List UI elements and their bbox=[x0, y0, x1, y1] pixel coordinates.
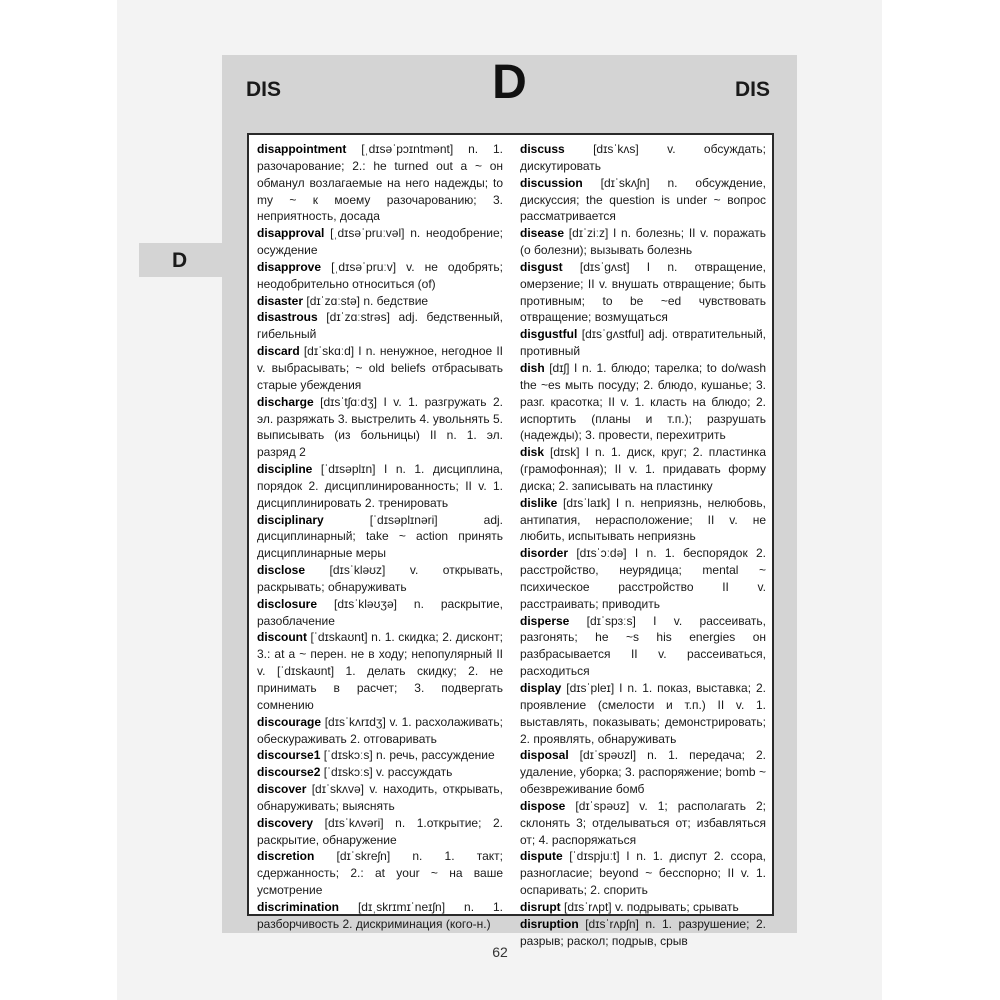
dictionary-entry bbox=[257, 781, 503, 815]
headword: disruption bbox=[520, 916, 579, 931]
entry-definition: [dɪsˈlaɪk] I n. неприязнь, нелюбовь, антипатия, нерасположение; II v. не любить, испытывать неприязнь bbox=[520, 495, 766, 544]
dictionary-entry bbox=[257, 562, 503, 596]
headword: dislike bbox=[520, 495, 558, 510]
headword: dispose bbox=[520, 798, 566, 813]
headword: disapproval bbox=[257, 226, 325, 241]
entry-definition: [dɪˈspəʊzl] n. 1. передача; 2. удаление, уборка; 3. распоряжение; bomb ~ обезвреживание бомб bbox=[520, 748, 766, 797]
headword: discount bbox=[257, 630, 307, 645]
headword: discovery bbox=[257, 815, 314, 830]
dictionary-entry bbox=[520, 326, 766, 360]
entry-definition: [dɪsˈkʌrɪdʒ] v. 1. расхолаживать; обескураживать 2. отговаривать bbox=[257, 714, 503, 746]
headword: disposal bbox=[520, 748, 569, 763]
entry-definition: [dɪsˈgʌstful] adj. отвратительный, противный bbox=[520, 327, 766, 359]
right-guide-word: DIS bbox=[734, 78, 770, 101]
side-letter: D bbox=[172, 249, 188, 272]
dictionary-entry bbox=[257, 764, 503, 781]
headword: disappointment bbox=[257, 142, 347, 156]
headword: disorder bbox=[520, 546, 569, 561]
entry-definition: [dɪˈskɑːd] I n. ненужное, негодное II v. выбрасывать; ~ old beliefs отбрасывать старые убеждения bbox=[257, 344, 503, 392]
headword: discipline bbox=[257, 462, 313, 477]
headword: dispute bbox=[520, 849, 563, 864]
headword: disastrous bbox=[257, 310, 318, 325]
headword: disclose bbox=[257, 563, 306, 578]
dictionary-entry bbox=[257, 747, 503, 764]
dictionary-entry bbox=[520, 747, 766, 798]
headword: display bbox=[520, 681, 562, 695]
entry-definition: [dɪsˈɔːdə] I n. 1. беспорядок 2. расстройство, неурядица; mental ~ психическое расстройство II v. расстраивать; приводить bbox=[520, 546, 766, 611]
entry-definition: [ˈdɪsəplɪn] I n. 1. дисциплина, порядок 2. дисциплинированность; II v. 1. дисциплинировать 2. тренировать bbox=[257, 462, 503, 510]
dictionary-panel bbox=[222, 55, 797, 948]
headword: dish bbox=[520, 360, 545, 375]
headword: discrimination bbox=[257, 899, 340, 914]
headword: disaster bbox=[257, 293, 304, 308]
entry-definition: [dɪsk] I n. 1. диск, круг; 2. пластинка (грамофонная); II v. 1. придавать форму диска; 2. записывать на пластинку bbox=[520, 445, 766, 493]
dictionary-entry bbox=[257, 343, 503, 394]
entry-definition: [ˈdɪspjuːt] I n. 1. диспут 2. ссора, разногласие; beyond ~ бесспорно; II v. 1. оспаривать; 2. спорить bbox=[520, 849, 766, 898]
dictionary-entry bbox=[520, 613, 766, 680]
entry-definition: [dɪsˈkləʊz] v. открывать, раскрывать; обнаруживать bbox=[257, 563, 503, 594]
headword: disgustful bbox=[520, 327, 578, 342]
page-header bbox=[222, 55, 797, 109]
headword: discussion bbox=[520, 175, 583, 190]
entry-definition: [ˈdɪskɔːs] v. рассуждать bbox=[320, 765, 453, 780]
page-number: 62 bbox=[492, 944, 508, 960]
headword: disapprove bbox=[257, 259, 322, 274]
headword: disclosure bbox=[257, 596, 318, 611]
dictionary-entry bbox=[257, 293, 503, 310]
entry-definition: [dɪsˈrʌpʃn] n. 1. разрушение; 2. разрыв; раскол; подрыв, срыв bbox=[520, 916, 766, 948]
dictionary-entry bbox=[520, 175, 766, 226]
entry-definition: [dɪˈziːz] I n. болезнь; II v. поражать (о болезни); вызывать болезнь bbox=[520, 226, 766, 258]
entry-definition: [ˌdɪsəˈpruːvəl] n. неодобрение; осуждение bbox=[257, 226, 503, 258]
dictionary-entry bbox=[520, 848, 766, 899]
entry-definition: [dɪˈzɑːstə] n. бедствие bbox=[303, 293, 429, 308]
dictionary-entry bbox=[520, 360, 766, 444]
dictionary-entry bbox=[257, 714, 503, 748]
entry-definition: [dɪˈskreʃn] n. 1. такт; сдержанность; 2.: at your ~ на ваше усмотрение bbox=[257, 849, 503, 898]
headword: discard bbox=[257, 344, 300, 359]
entry-definition: [dɪˈspəʊz] v. 1; располагать 2; склонять 3; отделываться от; избавляться от; 4. распоряжаться bbox=[520, 798, 766, 847]
dictionary-entry bbox=[520, 259, 766, 326]
dictionary-entry bbox=[257, 259, 503, 293]
headword: disk bbox=[520, 445, 545, 460]
entry-definition: [dɪsˈkʌs] v. обсуждать; дискутировать bbox=[520, 142, 766, 173]
dictionary-entry bbox=[257, 815, 503, 849]
dictionary-entry bbox=[520, 798, 766, 849]
dictionary-entry bbox=[520, 495, 766, 546]
dictionary-entry bbox=[520, 680, 766, 747]
headword: discourage bbox=[257, 714, 322, 729]
dictionary-entry bbox=[520, 545, 766, 612]
dictionary-entry bbox=[257, 309, 503, 343]
dictionary-entry bbox=[257, 629, 503, 713]
left-column bbox=[257, 141, 503, 933]
headword: disrupt bbox=[520, 899, 561, 914]
entry-definition: [ˌdɪsəˈpruːv] v. не одобрять; неодобрительно относиться (of) bbox=[257, 259, 503, 291]
dictionary-entry bbox=[520, 141, 766, 175]
entry-definition: [dɪˈspɜːs] I v. рассеивать, разгонять; he ~s his energies он разбрасывается II v. рассеиваться, расходиться bbox=[520, 613, 766, 679]
headword: discharge bbox=[257, 394, 314, 409]
headword: disperse bbox=[520, 613, 570, 628]
dictionary-entry bbox=[257, 225, 503, 259]
entry-definition: [dɪsˈkʌvəri] n. 1.открытие; 2. раскрытие, обнаружение bbox=[257, 815, 503, 847]
dictionary-entry bbox=[257, 141, 503, 225]
right-column bbox=[520, 141, 766, 950]
entry-definition: [dɪsˈkləʊʒə] n. раскрытие, разоблачение bbox=[257, 596, 503, 628]
headword: discuss bbox=[520, 142, 565, 156]
dictionary-entry bbox=[257, 394, 503, 461]
entry-definition: [ˌdɪsəˈpɔɪntmənt] n. 1. разочарование; 2.: he turned out a ~ он обманул возлагаемые на него надежды; to my ~ к моему разочарованию; 3. неприятность, досада bbox=[257, 142, 503, 224]
entry-definition: [dɪsˈpleɪ] I n. 1. показ, выставка; 2. проявление (смелости и т.п.) II v. 1. выставлять, показывать; демонстрировать; 2. проявлять, обнаруживать bbox=[520, 681, 766, 746]
dictionary-entry bbox=[257, 899, 503, 933]
headword: disgust bbox=[520, 259, 563, 274]
entry-definition: [ˈdɪskɔːs] n. речь, рассуждение bbox=[320, 748, 495, 763]
section-letter: D bbox=[492, 56, 527, 109]
entry-definition: [dɪˌskrɪmɪˈneɪʃn] n. 1. разборчивость 2. дискриминация (кого-н.) bbox=[257, 899, 503, 931]
headword: disciplinary bbox=[257, 512, 324, 527]
entry-definition: [dɪsˈrʌpt] v. подрывать; срывать bbox=[560, 899, 739, 914]
entries-box bbox=[247, 133, 774, 948]
entry-definition: [dɪʃ] I n. 1. блюдо; тарелка; to do/wash the ~es мыть посуду; 2. блюдо, кушанье; 3. разг. красотка; II v. 1. класть на блюдо; 2. испортить (планы и т.п.); разрушать (надежды); 3. провести, перехитрить bbox=[520, 360, 766, 443]
dictionary-entry bbox=[257, 461, 503, 512]
headword: discourse1 bbox=[257, 748, 321, 763]
dictionary-entry bbox=[257, 596, 503, 630]
dictionary-entry bbox=[257, 512, 503, 563]
left-guide-word: DIS bbox=[246, 78, 282, 101]
headword: discretion bbox=[257, 849, 315, 864]
entry-definition: [ˈdɪskaʊnt] n. 1. скидка; 2. дисконт; 3.: at a ~ перен. не в ходу; непопулярный II v. [ˈdɪskaʊnt] 1. делать скидку; 2. не принимать в расчет; 3. подвергать сомнению bbox=[257, 630, 503, 712]
side-letter-tab bbox=[139, 243, 222, 277]
entry-definition: [ˈdɪsəplɪnəri] adj. дисциплинарный; take ~ action принять дисциплинарные меры bbox=[257, 512, 503, 561]
headword: discover bbox=[257, 782, 307, 797]
dictionary-entry bbox=[257, 848, 503, 899]
entry-definition: [dɪˈskʌvə] v. находить, открывать, обнаруживать; выяснять bbox=[257, 782, 503, 813]
entry-definition: [dɪsˈgʌst] I n. отвращение, омерзение; II v. внушать отвращение; быть противным; to be ~ed чувствовать отвращение; возмущаться bbox=[520, 259, 766, 325]
entry-definition: [dɪˈskʌʃn] n. обсуждение, дискуссия; the question is under ~ вопрос рассматривается bbox=[520, 175, 766, 224]
dictionary-entry bbox=[520, 899, 766, 916]
entry-definition: [dɪsˈtʃɑːdʒ] I v. 1. разгружать 2. эл. разряжать 3. выстрелить 4. увольнять 5. выписывать (из больницы) II n. 1. эл. разряд 2 bbox=[257, 394, 503, 460]
dictionary-entry bbox=[520, 225, 766, 259]
entry-definition: [dɪˈzɑːstrəs] adj. бедственный, гибельный bbox=[257, 310, 503, 342]
headword: discourse2 bbox=[257, 765, 321, 780]
headword: disease bbox=[520, 226, 565, 241]
dictionary-entry bbox=[520, 444, 766, 495]
